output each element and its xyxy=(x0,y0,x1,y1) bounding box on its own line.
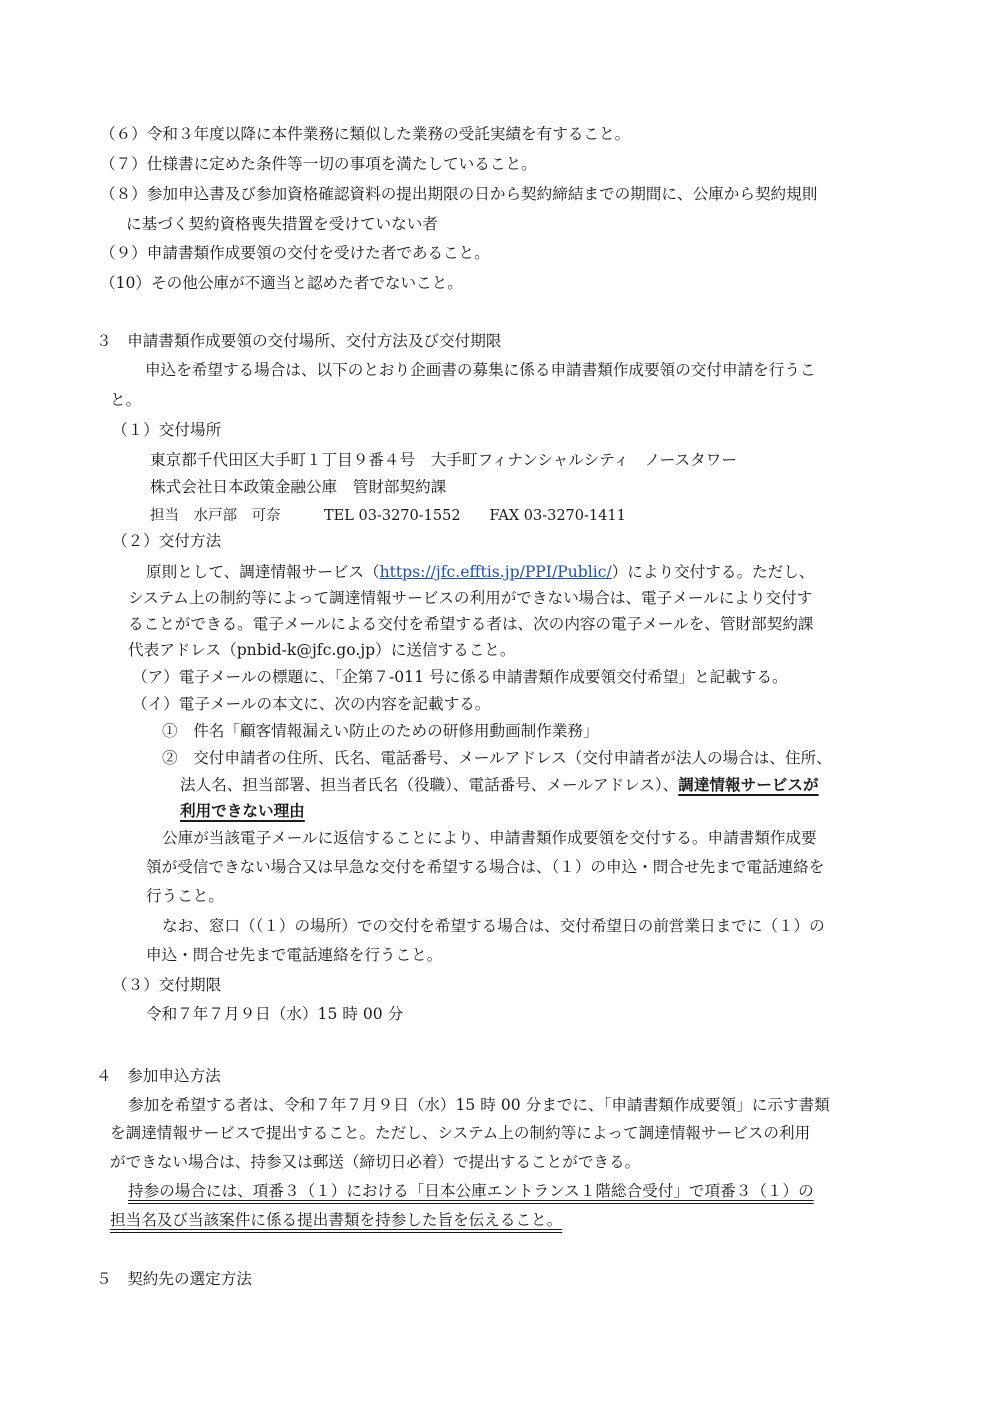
section-4-line-3: ができない場合は、持参又は郵送（締切日必着）で提出することができる。 xyxy=(110,1153,641,1171)
condition-item-9: （９）申請書類作成要領の交付を受けた者であること。 xyxy=(100,244,490,262)
section-4-heading: ４ 参加申込方法 xyxy=(96,1067,221,1085)
section-4-note-line-1: 持参の場合には、項番３（１）における「日本公庫エントランス１階総合受付」で項番３（１）の xyxy=(128,1182,814,1200)
email-subject-item: （ア）電子メールの標題に、「企第７-011 号に係る申請書類作成要領交付希望」と記載する。 xyxy=(132,668,788,686)
email-body-applicant: ② 交付申請者の住所、氏名、電話番号、メールアドレス（交付申請者が法人の場合は、住所、 xyxy=(162,749,832,767)
email-body-subject: ① 件名「顧客情報漏えい防止のための研修用動画制作業務」 xyxy=(162,722,599,740)
delivery-method-line-4: 代表アドレス（pnbid-k@jfc.go.jp）に送信すること。 xyxy=(128,641,516,659)
section-4-note-line-2: 担当名及び当該案件に係る提出書類を持参した旨を伝えること。 xyxy=(110,1211,563,1229)
condition-item-7: （７）仕様書に定めた条件等一切の事項を満たしていること。 xyxy=(100,155,537,173)
delivery-deadline-date: 令和７年７月９日（水）15 時 00 分 xyxy=(146,1005,404,1023)
unavailable-reason-emphasis: 調達情報サービスが xyxy=(678,775,819,794)
delivery-contact: 担当 水戸部 可奈 TEL 03-3270-1552 FAX 03-3270-1411 xyxy=(150,508,626,524)
email-body-item: （イ）電子メールの本文に、次の内容を記載する。 xyxy=(132,695,491,713)
condition-item-10: （10）その他公庫が不適当と認めた者でないこと。 xyxy=(100,274,463,292)
condition-item-8-cont: に基づく契約資格喪失措置を受けていない者 xyxy=(126,215,438,233)
email-body-applicant-text: 法人名、担当部署、担当者氏名（役職）、電話番号、メールアドレス）、 xyxy=(180,776,679,794)
delivery-method-title: （２）交付方法 xyxy=(112,532,222,550)
delivery-method-line-2: システム上の制約等によって調達情報サービスの利用ができない場合は、電子メールにより交付す xyxy=(128,589,813,607)
email-body-reason xyxy=(180,801,305,821)
delivery-organization: 株式会社日本政策金融公庫 管財部契約課 xyxy=(150,478,447,496)
reply-paragraph-line-1: 公庫が当該電子メールに返信することにより、申請書類作成要領を交付する。申請書類作成要 xyxy=(162,829,817,847)
condition-item-6: （６）令和３年度以降に本件業務に類似した業務の受託実績を有すること。 xyxy=(100,125,631,143)
window-paragraph-line-2: 申込・問合せ先まで電話連絡を行うこと。 xyxy=(146,946,443,964)
section-3-intro: 申込を希望する場合は、以下のとおり企画書の募集に係る申請書類作成要領の交付申請を行うこ xyxy=(145,361,816,379)
delivery-method-text-2: ）により交付する。ただし、 xyxy=(611,563,815,581)
procurement-service-link[interactable]: https://jfc.efftis.jp/PPI/Public/ xyxy=(379,563,612,581)
email-body-applicant-cont xyxy=(180,775,819,795)
section-4-line-1: 参加を希望する者は、令和７年７月９日（水）15 時 00 分までに、「申請書類作成要領」に示す書類 xyxy=(128,1096,830,1114)
section-4-line-2: を調達情報サービスで提出すること。ただし、システム上の制約等によって調達情報サービスの利用 xyxy=(110,1124,811,1142)
condition-item-8: （８）参加申込書及び参加資格確認資料の提出期限の日から契約締結までの期間に、公庫から契約規則 xyxy=(100,185,818,203)
reply-paragraph-line-2: 領が受信できない場合又は早急な交付を希望する場合は、（１）の申込・問合せ先まで電話連絡を xyxy=(146,858,825,876)
section-5-heading: ５ 契約先の選定方法 xyxy=(96,1270,252,1288)
delivery-place-title: （１）交付場所 xyxy=(112,421,222,439)
section-3-heading: ３ 申請書類作成要領の交付場所、交付方法及び交付期限 xyxy=(96,332,502,350)
delivery-method-line-1 xyxy=(146,562,814,582)
delivery-address: 東京都千代田区大手町１丁目９番４号 大手町フィナンシャルシティ ノースタワー xyxy=(150,451,737,469)
window-paragraph-line-1: なお、窓口（（１）の場所）での交付を希望する場合は、交付希望日の前営業日までに（１）の xyxy=(162,917,825,935)
section-3-intro-cont: と。 xyxy=(110,391,142,409)
delivery-method-line-3: ることができる。電子メールによる交付を希望する者は、次の内容の電子メールを、管財部契約課 xyxy=(128,615,814,633)
unavailable-reason-emphasis-cont: 利用できない理由 xyxy=(180,801,305,820)
reply-paragraph-line-3: 行うこと。 xyxy=(146,887,224,905)
delivery-deadline-title: （３）交付期限 xyxy=(112,976,222,994)
delivery-method-text: 原則として、調達情報サービス（ xyxy=(146,563,380,581)
